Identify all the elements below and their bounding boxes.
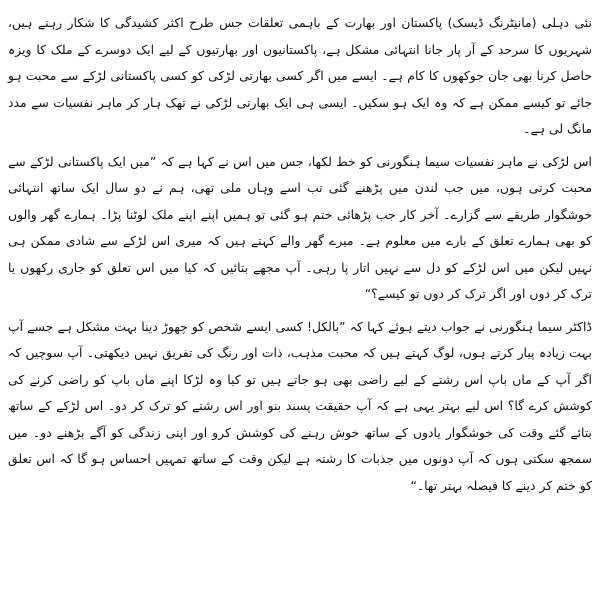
- paragraph-intro: نئی دہلی (مانیٹرنگ ڈیسک) پاکستان اور بھارت کے باہمی تعلقات جس طرح اکثر کشیدگی کا شکار رہتے ہیں، شہریوں کا سرحد کے آر پار جانا انتہائی مشکل ہے، پاکستانیوں اور بھارتیوں کے لیے ایک دوسرے کے ملک کا ویزہ حاصل کرنا بھی جان جوکھوں کا کام ہے۔ ایسے میں اگر کسی بھارتی لڑکی کو کسی پاکستانی لڑکے سے محبت ہو جائے تو کیسے ممکن ہے کہ وہ ایک ہو سکیں۔ ایسی ہی ایک بھارتی لڑکی نے تھک ہار کر ماہر نفسیات سے مدد مانگ لی ہے۔: [8, 15, 592, 136]
- paragraph-letter: اس لڑکی نے ماہر نفسیات سیما ہنگورنی کو خط لکھا، جس میں اس نے کہا ہے کہ ”میں ایک پاکستانی لڑکے سے محبت کرتی ہوں، میں جب لندن میں پڑھنے گئی تب اسے وہاں ملی تھی، ہم نے دو سال ایک ساتھ انتہائی خوشگوار طریقے سے گزارے۔ آخر کار جب پڑھائی ختم ہو گئی تو ہمیں اپنے اپنے ملک لوٹنا پڑا۔ ہمارے گھر والوں کو بھی ہمارے تعلق کے بارے میں معلوم ہے۔ میرے گھر والے کہتے ہیں کہ میری اس لڑکے سے شادی ممکن ہی نہیں لیکن میں اس لڑکے کو دل سے نہیں اتار پا رہی۔ آپ مجھے بتائیں کہ کیا میں اس تعلق کو جاری رکھوں یا ترک کر دوں اور اگر ترک کر دوں تو کیسے؟“: [8, 153, 592, 301]
- paragraph-reply: ڈاکٹر سیما ہنگورنی نے جواب دیتے ہوئے کہا کہ ”بالکل! کسی ایسے شخص کو چھوڑ دینا بہت مشکل ہے جسے آپ بہت زیادہ پیار کرتے ہوں، لوگ کہتے ہیں کہ محبت مذہب، ذات اور رنگ کی تفریق نہیں دیکھتی۔ آپ سوچیں کہ اگر آپ کے ماں باپ اس رشتے کے لیے راضی بھی ہو جاتے ہیں تو کیا وہ لڑکا اپنے ماں باپ کو راضی کرنے کی کوشش کرے گا؟ اس لیے بہتر یہی ہے کہ آپ حقیقت پسند بنو اور اس رشتے کو ترک کر دو۔ اس لڑکے کے ساتھ بتائے گئے وقت کی خوشگوار یادوں کے ساتھ خوش رہنے کی کوشش کرو اور اپنی زندگی کو آگے بڑھنے دو۔ میں سمجھ سکتی ہوں کہ آپ دونوں میں جذبات کا رشتہ ہے لیکن وقت کے ساتھ تمہیں احساس ہو گا کہ اس تعلق کو ختم کر دینے کا فیصلہ بہتر تھا۔“: [8, 318, 592, 493]
